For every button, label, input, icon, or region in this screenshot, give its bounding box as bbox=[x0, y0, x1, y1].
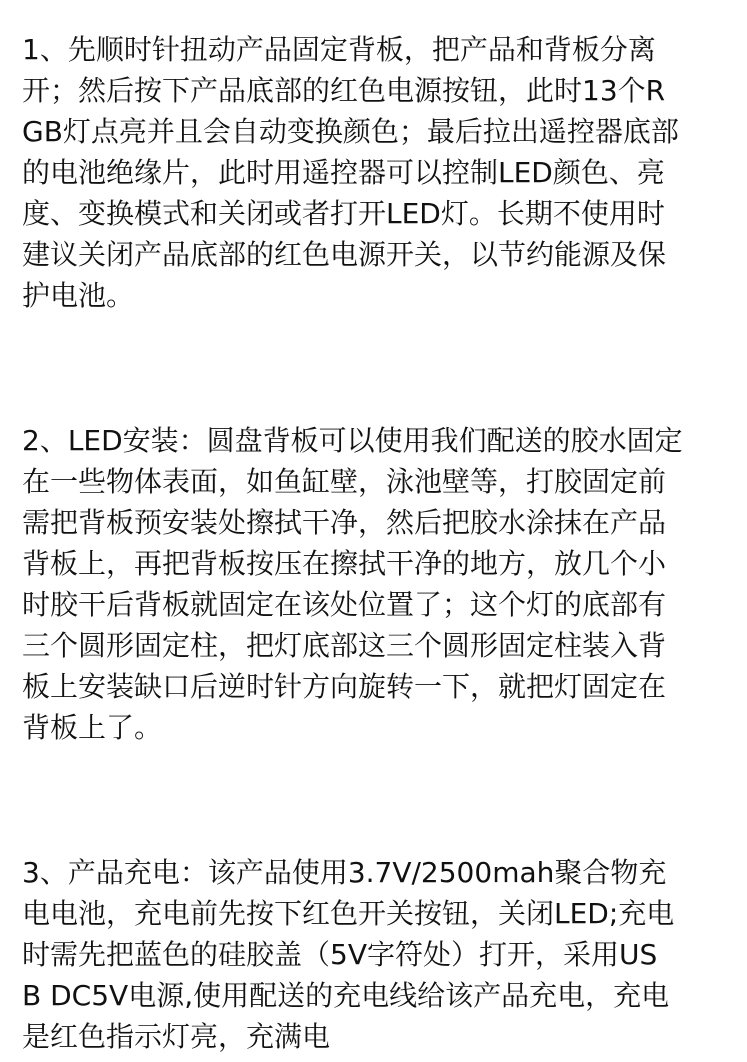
paragraph-led-installation bbox=[22, 420, 728, 748]
paragraph-product-charging bbox=[22, 852, 728, 1057]
text-line: GB灯点亮并且会自动变换颜色；最后拉出遥控器底部 bbox=[22, 115, 679, 148]
text-line: 背板上了。 bbox=[22, 711, 163, 744]
text-line: 电电池，充电前先按下红色开关按钮，关闭LED;充电 bbox=[22, 897, 675, 930]
paragraph-power-operation bbox=[22, 29, 728, 316]
text-line: 时胶干后背板就固定在该处位置了；这个灯的底部有 bbox=[22, 588, 667, 621]
text-line: 2、LED安装：圆盘背板可以使用我们配送的胶水固定 bbox=[22, 424, 683, 457]
text-line: 的电池绝缘片，此时用遥控器可以控制LED颜色、亮 bbox=[22, 156, 665, 189]
text-line: 在一些物体表面，如鱼缸壁，泳池壁等，打胶固定前 bbox=[22, 465, 667, 498]
text-line: 度、变换模式和关闭或者打开LED灯。长期不使用时 bbox=[22, 197, 665, 230]
text-line: 时需先把蓝色的硅胶盖（5V字符处）打开，采用US bbox=[22, 938, 658, 971]
text-line: 1、先顺时针扭动产品固定背板，把产品和背板分离 bbox=[22, 33, 656, 66]
text-line: 板上安装缺口后逆时针方向旋转一下，就把灯固定在 bbox=[22, 670, 667, 703]
text-line: 是红色指示灯亮，充满电 bbox=[22, 1020, 331, 1053]
text-line: 建议关闭产品底部的红色电源开关，以节约能源及保 bbox=[22, 238, 667, 271]
text-line: 护电池。 bbox=[22, 279, 135, 312]
text-line: 需把背板预安装处擦拭干净，然后把胶水涂抹在产品 bbox=[22, 506, 667, 539]
text-line: 3、产品充电：该产品使用3.7V/2500mah聚合物充 bbox=[22, 856, 667, 889]
text-line: 开；然后按下产品底部的红色电源按钮，此时13个R bbox=[22, 74, 666, 107]
text-line: B DC5V电源,使用配送的充电线给该产品充电，充电 bbox=[22, 979, 670, 1012]
text-line: 三个圆形固定柱，把灯底部这三个圆形固定柱装入背 bbox=[22, 629, 667, 662]
text-line: 背板上，再把背板按压在擦拭干净的地方，放几个小 bbox=[22, 547, 667, 580]
